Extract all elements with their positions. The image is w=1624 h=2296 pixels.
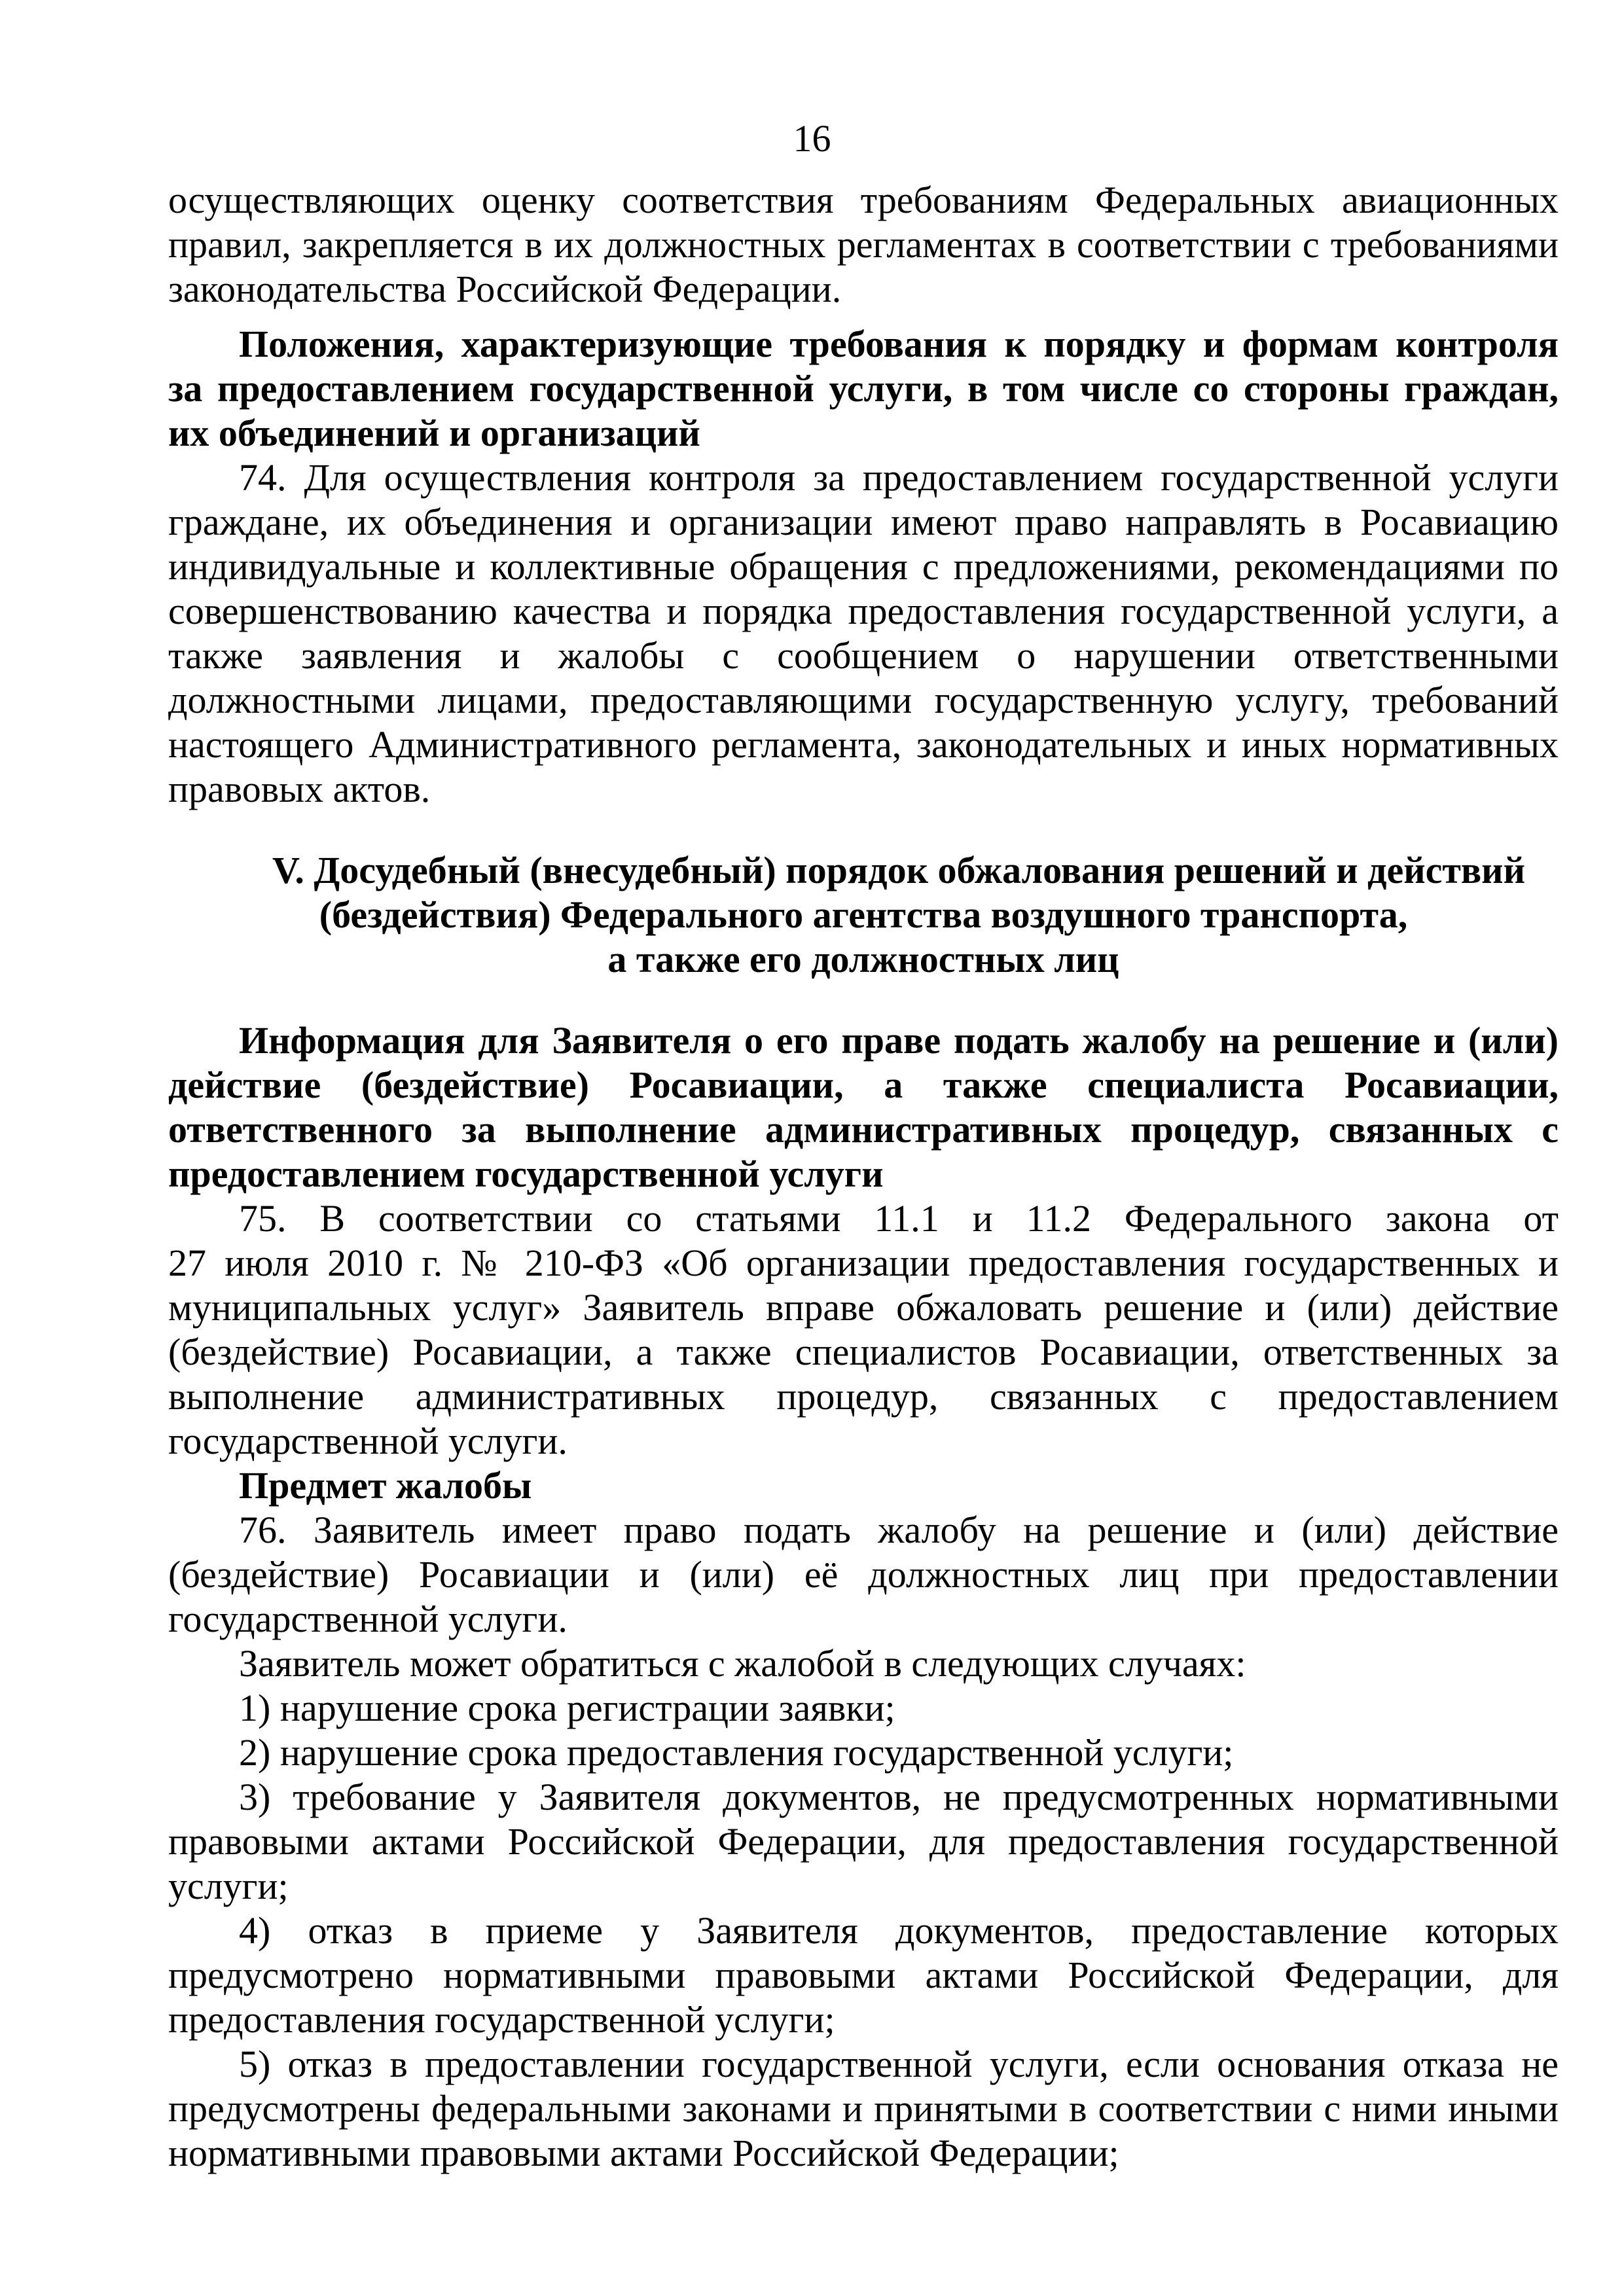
text-line: их объединений и организаций: [168, 412, 700, 454]
text-line: 27 июля 2010 г. № 210-ФЗ «Об организации предоставления государственных и: [168, 1242, 1559, 1284]
text-line: граждане, их объединения и организации имеют право направлять в Росавиацию: [168, 501, 1559, 543]
list-item-3: [168, 1775, 1559, 1909]
text-line: правовыми актами Российской Федерации, для предоставления государственной: [168, 1820, 1559, 1863]
text-line: осуществляющих оценку соответствия требованиям Федеральных авиационных: [168, 179, 1559, 221]
section-5-heading: [168, 848, 1559, 982]
heading-subject: [168, 1463, 1559, 1508]
text-line: 74. Для осуществления контроля за предоставлением государственной услуги: [239, 456, 1559, 499]
paragraph-76: [168, 1508, 1559, 1641]
text-line: предоставления государственной услуги;: [168, 1998, 835, 2041]
text-line: настоящего Административного регламента, законодательных и иных нормативных: [168, 723, 1559, 766]
paragraph-75: [168, 1196, 1559, 1463]
text-line: государственной услуги.: [168, 1420, 568, 1462]
list-item-1: [168, 1686, 1559, 1731]
text-line: за предоставлением государственной услуги, в том числе со стороны граждан,: [168, 367, 1559, 410]
text-line: 75. В соответствии со статьями 11.1 и 11.2 Федерального закона от: [239, 1197, 1559, 1240]
text-line: предоставлением государственной услуги: [168, 1153, 884, 1195]
text-line: (бездействия) Федерального агентства воздушного транспорта,: [319, 893, 1408, 936]
paragraph-intro: [168, 178, 1559, 312]
text-line: выполнение административных процедур, связанных с предоставлением: [168, 1375, 1559, 1418]
text-line: 3) требование у Заявителя документов, не предусмотренных нормативными: [239, 1776, 1559, 1818]
text-line: а также его должностных лиц: [607, 938, 1119, 980]
page-number: 16: [793, 117, 831, 160]
text-line: Информация для Заявителя о его праве подать жалобу на решение и (или): [239, 1019, 1559, 1062]
text-line: (бездействие) Росавиации и (или) её должностных лиц при предоставлении: [168, 1553, 1559, 1596]
heading-info: [168, 1018, 1559, 1196]
text-line: Положения, характеризующие требования к порядку и формам контроля: [239, 323, 1559, 365]
text-line: (бездействие) Росавиации, а также специалистов Росавиации, ответственных за: [168, 1331, 1559, 1373]
text-line: должностными лицами, предоставляющими государственную услугу, требований: [168, 679, 1559, 721]
text-line: 76. Заявитель имеет право подать жалобу на решение и (или) действие: [239, 1509, 1559, 1551]
text-line: индивидуальные и коллективные обращения с предложениями, рекомендациями по: [168, 545, 1559, 588]
paragraph-cases: [168, 1641, 1559, 1686]
text-line: государственной услуги.: [168, 1598, 568, 1640]
text-line: 5) отказ в предоставлении государственной услуги, если основания отказа не: [239, 2043, 1559, 2085]
document-body: [168, 178, 1559, 2176]
heading-control: [168, 322, 1559, 456]
text-line: муниципальных услуг» Заявитель вправе обжаловать решение и (или) действие: [168, 1286, 1559, 1329]
text-line: 4) отказ в приеме у Заявителя документов, предоставление которых: [239, 1909, 1559, 1952]
text-line: законодательства Российской Федерации.: [168, 268, 842, 310]
text-line: 1) нарушение срока регистрации заявки;: [239, 1687, 895, 1729]
text-line: совершенствованию качества и порядка предоставления государственной услуги, а: [168, 590, 1559, 632]
paragraph-74: [168, 456, 1559, 812]
text-line: Предмет жалобы: [239, 1464, 532, 1507]
text-line: V. Досудебный (внесудебный) порядок обжалования решений и действий: [272, 849, 1526, 891]
text-line: услуги;: [168, 1865, 289, 1907]
text-line: 2) нарушение срока предоставления государственной услуги;: [239, 1731, 1234, 1774]
text-line: нормативными правовыми актами Российской Федерации;: [168, 2132, 1119, 2174]
text-line: ответственного за выполнение административных процедур, связанных с: [168, 1108, 1559, 1151]
text-line: Заявитель может обратиться с жалобой в следующих случаях:: [239, 1642, 1246, 1685]
list-item-5: [168, 2042, 1559, 2176]
text-line: предусмотрено нормативными правовыми актами Российской Федерации, для: [168, 1954, 1559, 1996]
list-item-2: [168, 1731, 1559, 1775]
text-line: правовых актов.: [168, 768, 431, 810]
text-line: предусмотрены федеральными законами и принятыми в соответствии с ними иными: [168, 2087, 1559, 2130]
text-line: правил, закрепляется в их должностных регламентах в соответствии с требованиями: [168, 223, 1559, 266]
text-line: также заявления и жалобы с сообщением о нарушении ответственными: [168, 634, 1559, 677]
text-line: действие (бездействие) Росавиации, а также специалиста Росавиации,: [168, 1064, 1559, 1106]
list-item-4: [168, 1909, 1559, 2042]
